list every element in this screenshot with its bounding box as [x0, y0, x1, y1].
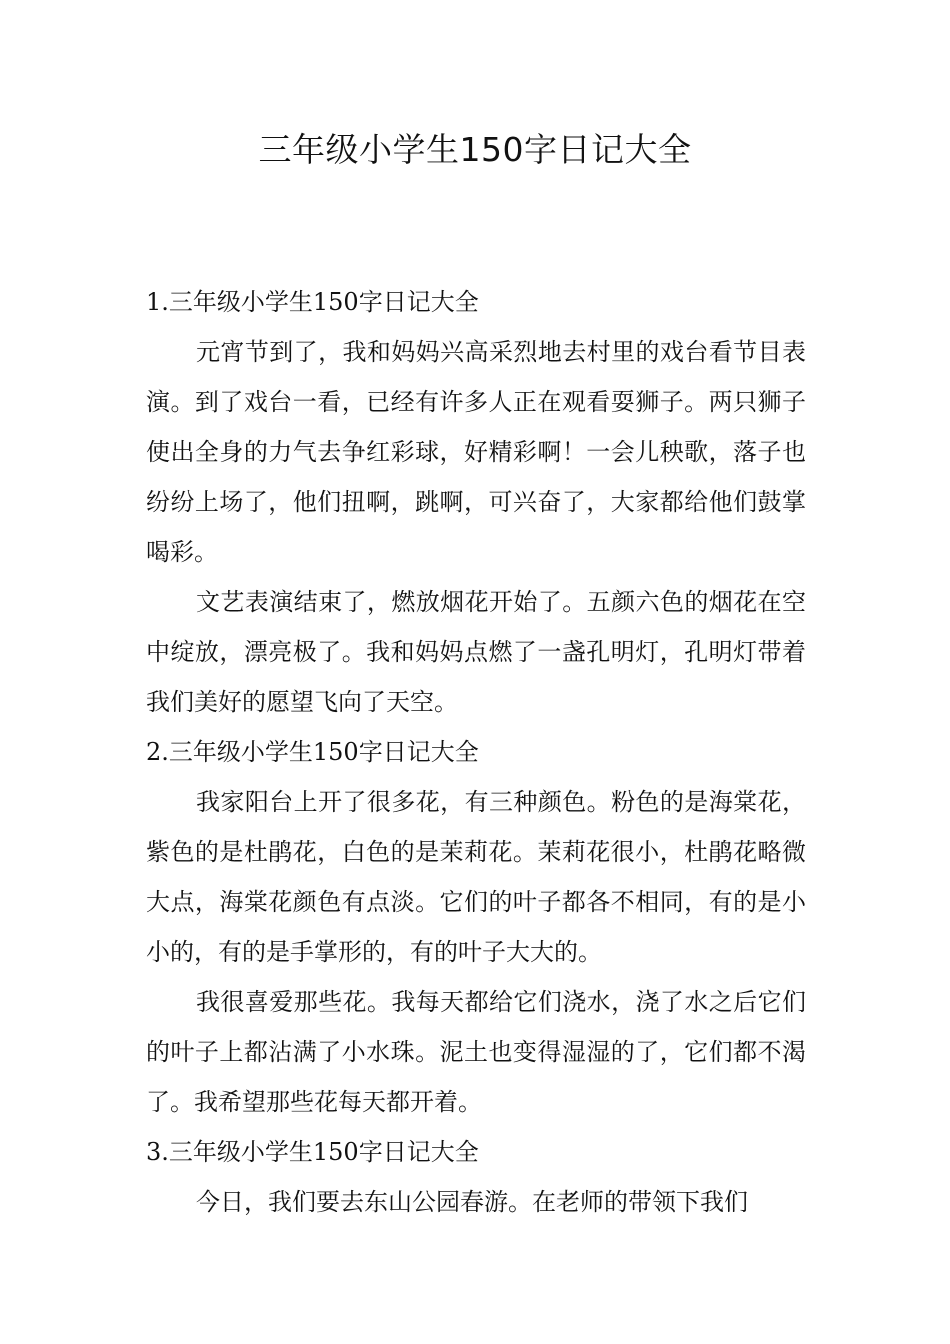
document-body — [146, 277, 806, 1227]
section-1 — [146, 277, 806, 727]
paragraph: 今日，我们要去东山公园春游。在老师的带领下我们 — [196, 1188, 748, 1216]
section-heading: 2.三年级小学生150字日记大全 — [146, 738, 479, 766]
paragraph: 我家阳台上开了很多花，有三种颜色。粉色的是海棠花，紫色的是杜鹃花，白色的是茉莉花。茉莉花很小，杜鹃花略微大点，海棠花颜色有点淡。它们的叶子都各不相同，有的是小小的，有的是手掌形的，有的叶子大大的。 — [146, 788, 806, 966]
paragraph: 元宵节到了，我和妈妈兴高采烈地去村里的戏台看节目表演。到了戏台一看，已经有许多人正在观看耍狮子。两只狮子使出全身的力气去争红彩球，好精彩啊！一会儿秧歌，落子也纷纷上场了，他们扭啊，跳啊，可兴奋了，大家都给他们鼓掌喝彩。 — [146, 338, 806, 566]
document-title: 三年级小学生150字日记大全 — [258, 130, 692, 169]
section-3 — [146, 1127, 806, 1227]
section-heading: 1.三年级小学生150字日记大全 — [146, 288, 479, 316]
section-heading: 3.三年级小学生150字日记大全 — [146, 1138, 479, 1166]
section-2 — [146, 727, 806, 1127]
paragraph: 我很喜爱那些花。我每天都给它们浇水，浇了水之后它们的叶子上都沾满了小水珠。泥土也变得湿湿的了，它们都不渴了。我希望那些花每天都开着。 — [146, 988, 806, 1116]
paragraph: 文艺表演结束了，燃放烟花开始了。五颜六色的烟花在空中绽放，漂亮极了。我和妈妈点燃了一盏孔明灯，孔明灯带着我们美好的愿望飞向了天空。 — [146, 588, 806, 716]
